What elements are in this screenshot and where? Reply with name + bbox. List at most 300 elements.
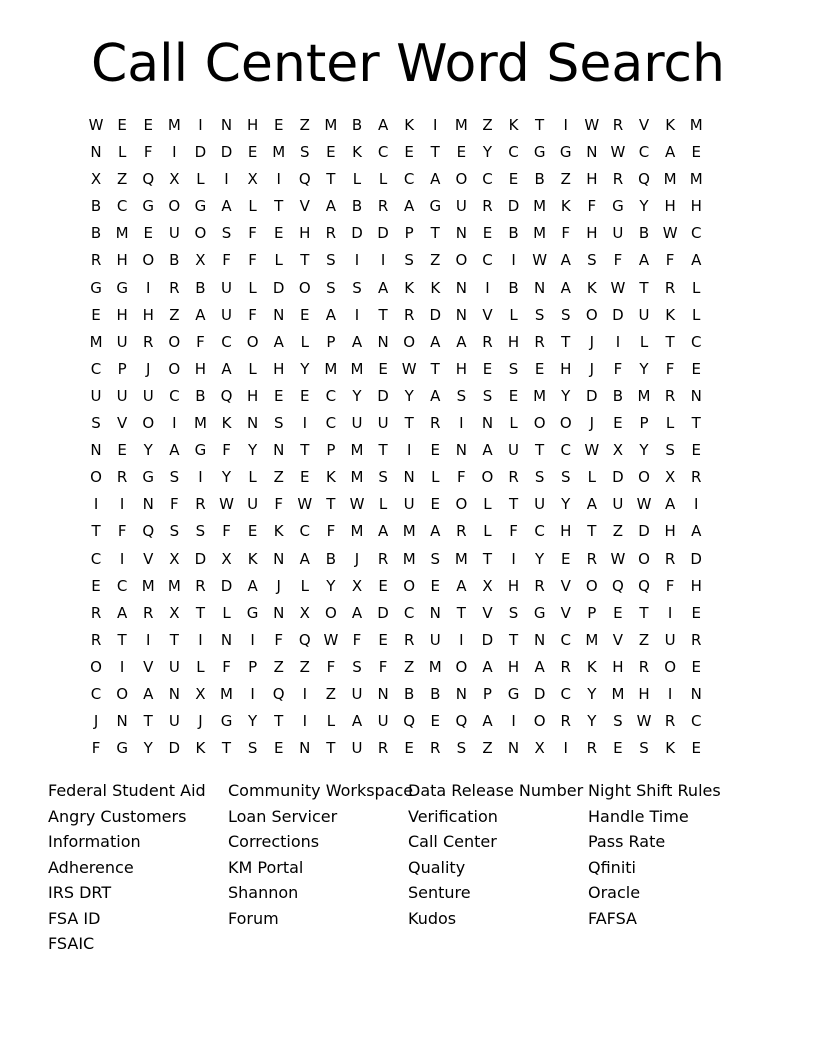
grid-letter: A (351, 332, 363, 351)
grid-letter: G (533, 603, 546, 622)
grid-letter: E (482, 359, 493, 378)
grid-letter: I (302, 712, 308, 731)
grid-letter: K (508, 116, 519, 134)
word-list-item: FAFSA (588, 908, 637, 928)
grid-letter: T (195, 603, 205, 622)
grid-letter: N (429, 603, 441, 622)
grid-letter: V (482, 305, 493, 324)
grid-letter: M (428, 657, 442, 676)
grid-letter: O (194, 224, 207, 243)
grid-letter: Z (273, 657, 284, 676)
grid-letter: F (378, 657, 388, 676)
grid-row (83, 247, 709, 274)
grid-letter: T (639, 603, 649, 622)
grid-letter: D (481, 630, 494, 649)
grid-letter: A (377, 278, 389, 297)
grid-letter: U (168, 657, 180, 676)
grid-letter: V (612, 630, 624, 649)
grid-letter: O (533, 712, 546, 731)
grid-letter: L (117, 143, 127, 162)
grid-letter: A (377, 522, 389, 541)
grid-letter: Z (169, 305, 180, 324)
grid-letter: I (406, 441, 412, 460)
grid-letter: W (88, 116, 104, 134)
grid-letter: P (639, 414, 649, 433)
grid-letter: N (455, 224, 467, 243)
grid-letter: F (352, 630, 362, 649)
grid-letter: R (664, 549, 676, 568)
grid-letter: I (563, 116, 568, 134)
grid-letter: R (195, 576, 206, 595)
grid-letter: Y (482, 143, 493, 162)
grid-letter: C (403, 603, 415, 622)
grid-letter: A (325, 197, 337, 216)
grid-letter: N (220, 116, 233, 134)
grid-letter: S (326, 278, 336, 297)
grid-letter: K (560, 197, 571, 216)
grid-letter: L (222, 603, 231, 622)
grid-letter: G (90, 278, 102, 297)
grid-letter: I (302, 684, 308, 703)
grid-letter: U (351, 739, 363, 758)
grid-letter: M (533, 386, 547, 405)
grid-letter: E (91, 305, 101, 324)
grid-letter: X (351, 576, 363, 595)
grid-letter: T (117, 630, 127, 649)
grid-letter: R (377, 739, 389, 758)
word-list-column (48, 778, 228, 957)
grid-letter: R (325, 224, 337, 243)
grid-letter: L (248, 278, 257, 297)
grid-letter: U (508, 441, 520, 460)
grid-letter: H (455, 359, 467, 378)
grid-letter: X (195, 251, 206, 270)
grid-letter: M (167, 116, 181, 134)
word-list-item: Oracle (588, 883, 641, 902)
grid-letter: S (273, 414, 284, 433)
word-list-item: Shannon (228, 883, 299, 902)
grid-letter: F (248, 251, 257, 270)
grid-letter: Y (300, 359, 310, 378)
grid-letter: C (377, 143, 389, 162)
grid-letter: K (586, 278, 597, 297)
grid-letter: L (248, 468, 257, 487)
grid-letter: A (430, 170, 441, 189)
grid-letter: T (326, 739, 336, 758)
grid-letter: E (691, 143, 701, 162)
grid-letter: Y (221, 468, 232, 487)
grid-letter: A (560, 251, 571, 270)
grid-letter: H (638, 684, 650, 703)
grid-letter: R (195, 495, 206, 514)
grid-letter: Q (298, 630, 311, 649)
grid-letter: M (637, 386, 651, 405)
grid-letter: N (299, 739, 311, 758)
grid-letter: F (222, 441, 231, 460)
grid-letter: Q (455, 712, 468, 731)
grid-letter: L (587, 468, 596, 487)
grid-letter: O (533, 414, 546, 433)
grid-letter: S (378, 468, 388, 487)
grid-letter: P (326, 441, 336, 460)
grid-letter: C (116, 197, 128, 216)
grid-letter: S (456, 739, 467, 758)
grid-letter: F (665, 359, 675, 378)
grid-letter: L (692, 305, 701, 324)
grid-letter: S (247, 739, 258, 758)
grid-letter: A (664, 495, 676, 514)
grid-letter: O (585, 576, 598, 595)
grid-letter: E (143, 116, 153, 134)
grid-letter: Q (638, 576, 650, 595)
grid-letter: B (195, 278, 206, 297)
grid-letter: M (689, 170, 703, 189)
grid-letter: V (117, 414, 128, 433)
grid-letter: G (612, 197, 624, 216)
grid-letter: C (90, 359, 102, 378)
grid-letter: R (560, 657, 571, 676)
grid-letter: F (222, 522, 231, 541)
grid-letter: U (455, 197, 467, 216)
grid-letter: A (117, 603, 128, 622)
grid-letter: N (116, 712, 128, 731)
grid-letter: G (220, 712, 233, 731)
grid-letter: N (90, 143, 102, 162)
grid-letter: T (535, 441, 545, 460)
grid-letter: L (196, 170, 205, 189)
grid-letter: H (612, 657, 624, 676)
grid-row (83, 573, 709, 600)
word-list-item: Night Shift Rules (588, 781, 721, 800)
grid-letter: Y (587, 712, 597, 731)
grid-letter: A (560, 278, 571, 297)
grid-letter: K (352, 143, 362, 162)
grid-letter: R (664, 278, 676, 297)
grid-letter: E (404, 739, 414, 758)
grid-letter: T (300, 441, 310, 460)
grid-letter: I (667, 603, 673, 622)
grid-letter: M (350, 468, 364, 487)
grid-row (83, 383, 709, 410)
grid-letter: E (404, 143, 414, 162)
grid-letter: M (454, 549, 468, 568)
grid-letter: X (247, 170, 258, 189)
grid-letter: Q (298, 170, 311, 189)
grid-letter: A (482, 657, 493, 676)
grid-letter: P (482, 684, 492, 703)
grid-letter: T (508, 630, 519, 649)
grid-letter: U (429, 630, 441, 649)
grid-letter: F (196, 332, 205, 351)
grid-letter: K (404, 116, 415, 134)
grid-letter: O (142, 251, 155, 270)
grid-letter: E (430, 495, 440, 514)
grid-letter: I (667, 684, 673, 703)
grid-letter: N (455, 305, 467, 324)
grid-letter: F (170, 495, 179, 514)
grid-letter: C (90, 684, 102, 703)
grid-letter: O (455, 170, 468, 189)
grid-letter: L (378, 495, 388, 514)
grid-letter: T (561, 332, 571, 351)
word-list-item: Pass Rate (588, 832, 666, 851)
grid-letter: S (639, 739, 649, 758)
grid-row (83, 600, 709, 627)
grid-letter: S (169, 468, 180, 487)
grid-letter: I (615, 332, 621, 351)
grid-letter: Q (142, 170, 155, 189)
word-list-item: FSA ID (48, 908, 101, 928)
grid-letter: J (589, 332, 595, 351)
grid-letter: V (143, 549, 154, 568)
grid-letter: I (93, 495, 99, 514)
grid-letter: U (612, 495, 624, 514)
grid-letter: E (247, 143, 258, 162)
grid-letter: W (532, 251, 548, 270)
grid-letter: T (508, 495, 519, 514)
grid-letter: F (326, 522, 336, 541)
grid-letter: N (690, 386, 702, 405)
grid-letter: D (533, 684, 546, 703)
grid-row (83, 518, 709, 545)
grid-letter: U (377, 414, 389, 433)
grid-row (83, 410, 709, 437)
grid-letter: Q (403, 712, 416, 731)
grid-letter: Y (143, 739, 153, 758)
grid-letter: D (429, 305, 442, 324)
grid-letter: L (352, 170, 362, 189)
grid-letter: N (377, 684, 389, 703)
grid-letter: M (611, 684, 625, 703)
grid-letter: A (325, 305, 337, 324)
grid-letter: M (689, 116, 703, 134)
grid-letter: K (665, 739, 676, 758)
grid-letter: E (143, 224, 153, 243)
grid-letter: F (222, 657, 231, 676)
grid-letter: F (248, 305, 257, 324)
grid-letter: M (324, 116, 338, 134)
grid-letter: O (168, 197, 181, 216)
grid-letter: A (664, 143, 676, 162)
grid-letter: X (612, 441, 624, 460)
grid-letter: D (690, 549, 702, 568)
grid-letter: U (90, 386, 102, 405)
grid-letter: T (482, 549, 493, 568)
grid-letter: G (142, 468, 155, 487)
grid-letter: E (117, 116, 127, 134)
grid-letter: K (665, 305, 676, 324)
grid-letter: O (168, 359, 181, 378)
grid-letter: D (220, 576, 233, 595)
grid-letter: A (273, 332, 284, 351)
grid-letter: E (117, 441, 127, 460)
grid-letter: R (586, 549, 598, 568)
grid-letter: P (587, 603, 597, 622)
word-list-item: Verification (408, 806, 498, 826)
grid-letter: N (455, 278, 467, 297)
grid-letter: N (507, 739, 520, 758)
grid-letter: E (613, 739, 623, 758)
grid-letter: C (690, 712, 702, 731)
grid-letter: M (402, 549, 416, 568)
grid-letter: N (455, 441, 467, 460)
grid-letter: M (350, 359, 364, 378)
grid-letter: J (93, 712, 99, 731)
grid-letter: I (198, 630, 203, 649)
grid-letter: K (586, 657, 597, 676)
grid-letter: B (90, 197, 102, 216)
grid-letter: P (326, 332, 336, 351)
grid-letter: A (299, 549, 310, 568)
grid-letter: E (691, 603, 701, 622)
grid-letter: O (116, 684, 129, 703)
grid-letter: I (146, 630, 151, 649)
grid-letter: E (91, 576, 101, 595)
grid-letter: G (533, 143, 546, 162)
grid-row (83, 193, 709, 220)
grid-letter: T (91, 522, 101, 541)
grid-letter: O (298, 278, 311, 297)
grid-letter: L (431, 468, 440, 487)
grid-letter: S (169, 522, 180, 541)
grid-row (83, 112, 709, 139)
grid-letter: T (430, 143, 440, 162)
grid-row (83, 627, 709, 654)
grid-letter: L (639, 332, 649, 351)
grid-letter: B (195, 386, 206, 405)
word-list-item: IRS DRT (48, 883, 112, 902)
grid-letter: K (665, 116, 676, 134)
grid-letter: H (142, 305, 154, 324)
grid-letter: L (665, 414, 675, 433)
grid-letter: L (692, 278, 701, 297)
grid-letter: C (482, 170, 493, 189)
grid-letter: N (273, 549, 285, 568)
grid-letter: S (534, 468, 545, 487)
grid-letter: T (691, 414, 701, 433)
grid-letter: L (378, 170, 388, 189)
grid-letter: I (198, 468, 203, 487)
grid-letter: T (456, 603, 466, 622)
grid-letter: B (508, 278, 519, 297)
grid-letter: U (116, 332, 128, 351)
grid-letter: Y (143, 441, 153, 460)
word-list-column (228, 778, 414, 957)
grid-letter: C (90, 549, 102, 568)
word-list-column (408, 778, 588, 957)
grid-letter: M (350, 522, 364, 541)
grid-letter: K (325, 468, 336, 487)
grid-letter: X (482, 576, 493, 595)
grid-letter: B (169, 251, 180, 270)
grid-letter: U (403, 495, 415, 514)
grid-letter: D (612, 305, 624, 324)
grid-letter: O (403, 576, 416, 595)
grid-letter: T (587, 522, 597, 541)
grid-letter: T (326, 495, 336, 514)
grid-letter: M (193, 414, 207, 433)
grid-letter: R (403, 305, 415, 324)
grid-letter: Z (638, 630, 650, 649)
word-list-item: Community Workspace (228, 781, 414, 800)
grid-letter: H (664, 522, 676, 541)
grid-letter: T (378, 305, 388, 324)
grid-letter: K (273, 522, 284, 541)
grid-letter: E (247, 522, 258, 541)
grid-letter: T (274, 712, 284, 731)
grid-letter: V (299, 197, 310, 216)
grid-letter: Y (587, 684, 597, 703)
grid-letter: V (560, 603, 571, 622)
grid-letter: I (511, 251, 516, 270)
grid-letter: S (352, 278, 362, 297)
grid-letter: C (299, 522, 311, 541)
grid-letter: A (534, 657, 545, 676)
grid-letter: A (143, 684, 154, 703)
grid-letter: S (613, 712, 623, 731)
grid-letter: T (378, 441, 388, 460)
grid-letter: E (430, 712, 440, 731)
grid-letter: Z (117, 170, 128, 189)
grid-letter: S (404, 251, 414, 270)
grid-letter: I (172, 414, 177, 433)
grid-letter: U (221, 305, 232, 324)
grid-letter: Z (325, 684, 337, 703)
grid-letter: W (323, 630, 339, 649)
grid-letter: A (221, 197, 232, 216)
grid-letter: E (691, 441, 701, 460)
grid-row (83, 491, 709, 518)
grid-letter: S (560, 305, 571, 324)
grid-letter: B (534, 170, 545, 189)
grid-letter: I (119, 549, 125, 568)
grid-letter: S (326, 251, 336, 270)
grid-letter: Y (326, 576, 336, 595)
grid-letter: A (482, 441, 493, 460)
grid-letter: F (91, 739, 101, 758)
grid-letter: R (612, 170, 624, 189)
grid-letter: E (482, 224, 493, 243)
grid-letter: Q (142, 522, 155, 541)
grid-letter: G (559, 143, 572, 162)
grid-letter: J (589, 414, 595, 433)
grid-letter: N (168, 684, 180, 703)
grid-letter: M (402, 522, 416, 541)
grid-letter: I (250, 630, 255, 649)
grid-letter: O (455, 495, 468, 514)
grid-letter: M (115, 224, 129, 243)
grid-letter: F (248, 224, 257, 243)
grid-row (83, 220, 709, 247)
grid-letter: A (430, 522, 441, 541)
grid-letter: I (354, 251, 360, 270)
grid-letter: L (248, 197, 257, 216)
grid-letter: N (273, 603, 285, 622)
grid-letter: G (194, 441, 207, 460)
grid-letter: Z (404, 657, 415, 676)
grid-letter: W (610, 143, 626, 162)
grid-letter: E (691, 657, 701, 676)
grid-letter: C (560, 630, 571, 649)
word-list-item: Loan Servicer (228, 806, 338, 826)
grid-letter: I (119, 657, 125, 676)
grid-letter: N (273, 305, 285, 324)
grid-letter: I (302, 414, 308, 433)
word-list-item: Angry Customers (48, 806, 187, 826)
word-list-item: Qfiniti (588, 857, 636, 877)
grid-letter: R (430, 414, 441, 433)
grid-letter: W (297, 495, 313, 514)
